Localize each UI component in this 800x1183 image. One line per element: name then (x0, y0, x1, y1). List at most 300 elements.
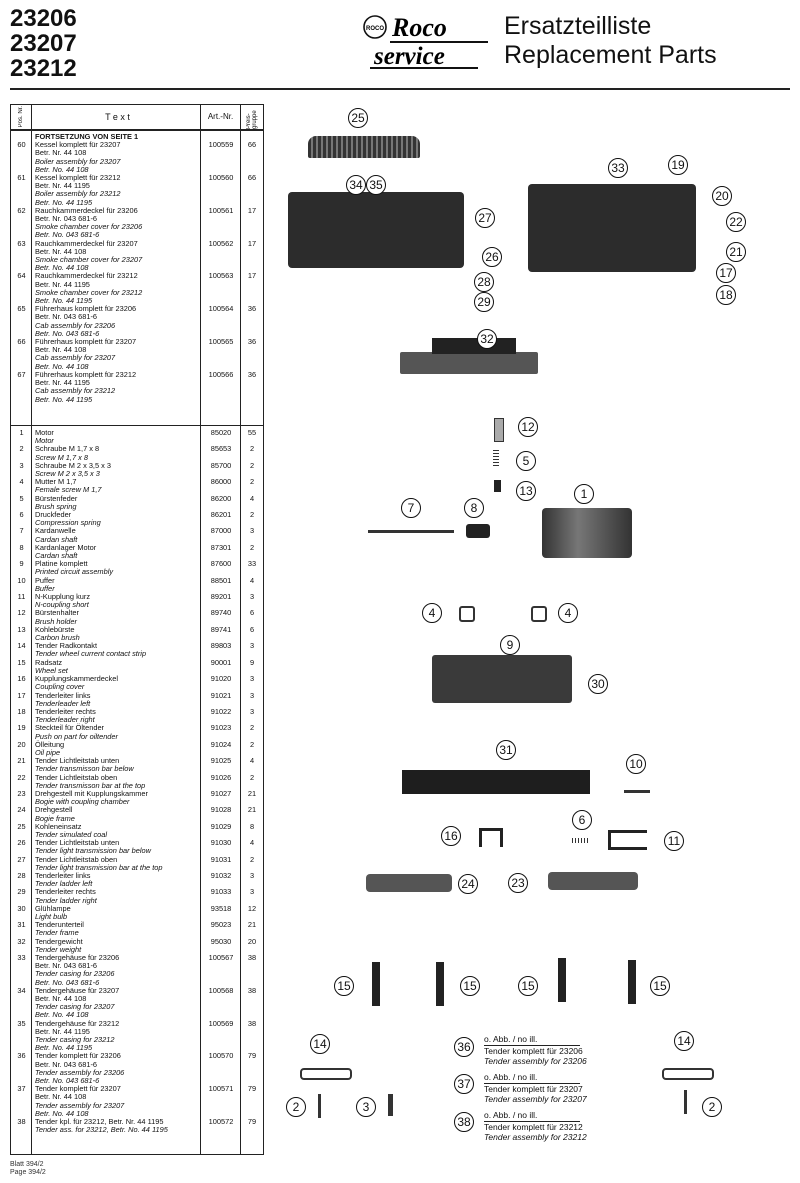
model-number: 23207 (10, 30, 77, 57)
part-position: 20 (17, 739, 26, 749)
part-description-en: Cab assembly for 23212 (35, 386, 116, 396)
part-description-de: Betr. Nr. 043 681-6 (35, 1059, 98, 1069)
part-screw (388, 1094, 393, 1116)
callout-14: 14 (674, 1031, 694, 1051)
price-group: 21 (247, 805, 257, 815)
part-description-de: Radsatz (35, 657, 63, 667)
article-number: 100559 (208, 140, 234, 150)
part-tender-casing-left (288, 192, 464, 268)
part-description-de: Betr. Nr. 44 108 (35, 345, 87, 355)
part-description-de: Kessel komplett für 23207 (35, 140, 121, 150)
part-description-de: Tender komplett für 23207 (35, 1084, 121, 1094)
part-position: 16 (17, 674, 26, 684)
callout-14: 14 (310, 1034, 330, 1054)
part-description-de: Tender Lichtleitstab unten (35, 756, 120, 766)
header-rule (10, 88, 790, 90)
part-description-de: Kardanwelle (35, 526, 76, 536)
article-number: 86000 (210, 477, 232, 487)
callout-31: 31 (496, 740, 516, 760)
part-description-de: Rauchkammerdeckel für 23212 (35, 271, 138, 281)
price-group: 4 (249, 575, 255, 585)
part-cardan-bearing (466, 524, 490, 538)
price-group: 38 (247, 953, 257, 962)
note-callout-36: 36 (454, 1037, 474, 1057)
part-position: 22 (17, 772, 26, 782)
table-row-line (11, 1126, 263, 1134)
part-description-en: Betr. No. 44 108 (35, 361, 89, 371)
part-wheel-contact (300, 1068, 352, 1080)
part-description-de: Betr. Nr. 44 1195 (35, 1026, 90, 1036)
callout-20: 20 (712, 186, 732, 206)
part-wheel-set (558, 958, 566, 1002)
price-group: 2 (249, 772, 255, 782)
callout-4: 4 (422, 603, 442, 623)
part-description-de: Betr. Nr. 043 681-6 (35, 214, 98, 224)
price-group: 3 (249, 592, 255, 602)
parts-table (10, 104, 264, 1155)
part-description-en: Betr. No. 44 108 (35, 164, 89, 174)
article-number: 100562 (208, 238, 234, 248)
article-number: 86201 (210, 510, 232, 520)
part-position: 25 (17, 821, 26, 831)
part-description-de: Tender Lichtleitstab oben (35, 772, 118, 782)
callout-32: 32 (477, 329, 497, 349)
part-bogie-coupling (548, 872, 638, 890)
part-description-en: Smoke chamber cover for 23212 (35, 287, 143, 297)
part-position: 2 (19, 444, 24, 454)
part-buffer (624, 790, 650, 793)
part-wheel-set (628, 960, 636, 1004)
price-group: 79 (247, 1051, 257, 1061)
part-description-de: Ölleitung (35, 739, 65, 749)
price-group: 17 (247, 271, 257, 281)
article-number: 89803 (210, 641, 232, 651)
part-description-de: Motor (35, 428, 54, 437)
price-group: 3 (249, 690, 255, 700)
part-screw (318, 1094, 321, 1118)
article-number: 100569 (208, 1018, 234, 1028)
callout-33: 33 (608, 158, 628, 178)
part-description-en: Betr. No. 44 1195 (35, 394, 93, 404)
part-description-de: Kupplungskammerdeckel (35, 674, 118, 684)
part-coal-insert (308, 136, 420, 158)
part-motor (542, 508, 632, 558)
price-group: 38 (247, 985, 257, 995)
callout-1: 1 (574, 484, 594, 504)
part-position: 31 (17, 920, 26, 930)
col-art-header: Art.-Nr. (201, 105, 241, 129)
price-group: 2 (249, 723, 255, 733)
part-description-en: Cab assembly for 23206 (35, 320, 116, 330)
part-description-en: Cardan shaft (35, 534, 78, 544)
part-position: 19 (17, 723, 26, 733)
part-position: 26 (17, 838, 26, 848)
part-position: 7 (19, 526, 24, 536)
part-position: 9 (19, 559, 24, 569)
price-group: 3 (249, 887, 255, 897)
part-description-en: Carbon brush (35, 633, 80, 643)
part-description-en: Tender transmisson bar below (35, 764, 134, 774)
logo-bottom-text: service (374, 43, 445, 70)
price-group: 17 (247, 238, 257, 248)
part-position: 4 (19, 477, 24, 487)
part-nut (459, 606, 475, 622)
part-description-de: Betr. Nr. 44 1195 (35, 279, 90, 289)
part-description-de: Kohleneinsatz (35, 821, 82, 831)
part-coupling-cover (479, 828, 503, 847)
part-position: 60 (17, 140, 26, 150)
article-number: 91033 (210, 887, 232, 897)
article-number: 91029 (210, 821, 232, 831)
callout-34: 34 (346, 175, 366, 195)
part-description-en: Tender light transmission bar at the top (35, 862, 163, 872)
callout-30: 30 (588, 674, 608, 694)
callout-15: 15 (460, 976, 480, 996)
part-description-en: Tender wheel current contact strip (35, 649, 147, 659)
part-position: 15 (17, 657, 26, 667)
part-description-en: Oil pipe (35, 747, 61, 757)
part-description-de: Betr. Nr. 44 1195 (35, 181, 90, 191)
article-number: 91021 (210, 690, 232, 700)
part-tender-weight-top (432, 338, 516, 354)
part-description-de: Tenderleiter rechts (35, 706, 96, 716)
article-number: 91025 (210, 756, 232, 766)
article-number: 87301 (210, 542, 232, 552)
part-description-de: Tendergehäuse für 23212 (35, 1018, 120, 1028)
price-group: 4 (249, 838, 255, 848)
article-number: 91026 (210, 772, 232, 782)
price-group: 3 (249, 526, 255, 536)
part-position: 12 (17, 608, 26, 618)
part-description-de: Mutter M 1,7 (35, 477, 77, 487)
title-german: Ersatzteilliste (504, 12, 652, 40)
part-description-de: Tenderleiter links (35, 690, 91, 700)
part-position: 37 (17, 1084, 26, 1094)
callout-22: 22 (726, 212, 746, 232)
price-group: 8 (249, 821, 255, 831)
callout-16: 16 (441, 826, 461, 846)
part-description-en: Bogie frame (35, 813, 75, 823)
price-group: 3 (249, 706, 255, 716)
part-description-de: Führerhaus komplett für 23207 (35, 337, 137, 347)
price-group: 66 (247, 140, 257, 150)
part-circuit-board (432, 655, 572, 703)
part-description-en: Betr. No. 043 681-6 (35, 328, 100, 338)
note-38: o. Abb. / no ill. Tender komplett für 23212 Tender assembly for 23212 (484, 1110, 587, 1142)
part-position: 1 (19, 428, 24, 437)
part-description-en: Tender assembly for 23207 (35, 1100, 125, 1110)
part-description-en: Motor (35, 436, 54, 446)
part-description-de: Schraube M 2 x 3,5 x 3 (35, 460, 111, 470)
logo-badge: ROCO (366, 26, 384, 32)
article-number: 100564 (208, 304, 234, 314)
part-description-en: Female screw M 1,7 (35, 485, 102, 495)
part-position: 5 (19, 493, 24, 503)
part-description-en: Tender casing for 23206 (35, 969, 115, 979)
article-number: 100563 (208, 271, 234, 281)
part-description-de: Puffer (35, 575, 55, 585)
part-bogie-frame (366, 874, 452, 892)
price-group: 36 (247, 304, 257, 314)
part-description-de: Drehgestell mit Kupplungskammer (35, 788, 148, 798)
model-numbers (10, 6, 77, 81)
part-position: 67 (17, 369, 26, 379)
article-number: 95023 (210, 920, 232, 930)
part-description-en: Tender ass. for 23212, Betr. No. 44 1195 (35, 1125, 168, 1135)
roco-service-logo (362, 12, 492, 70)
sheet-number: Blatt 394/2 (10, 1161, 44, 1168)
article-number: 91028 (210, 805, 232, 815)
model-number: 23206 (10, 5, 77, 32)
article-number: 100572 (208, 1117, 234, 1127)
part-description-en: Tenderleader right (35, 715, 95, 725)
callout-23: 23 (508, 873, 528, 893)
part-description-de: Rauchkammerdeckel für 23207 (35, 238, 138, 248)
part-brush-spring (493, 450, 499, 466)
part-description-de: Tenderunterteil (35, 920, 84, 930)
part-brush-holder (494, 418, 504, 442)
part-description-de: Kohlebürste (35, 624, 75, 634)
part-description-de: Betr. Nr. 44 108 (35, 994, 87, 1004)
part-description-de: Bürstenhalter (35, 608, 79, 618)
part-description-en: Tender casing for 23207 (35, 1002, 115, 1012)
part-position: 64 (17, 271, 26, 281)
price-group: 66 (247, 173, 257, 183)
price-group: 12 (247, 903, 257, 913)
part-position: 63 (17, 238, 26, 248)
part-description-en: Tender weight (35, 944, 82, 954)
part-description-de: Betr. Nr. 043 681-6 (35, 312, 98, 322)
part-description-de: Kardanlager Motor (35, 542, 97, 552)
article-number: 100570 (208, 1051, 234, 1061)
price-group: 36 (247, 369, 257, 379)
table-section-continuation (11, 131, 263, 426)
part-description-en: Betr. No. 043 681-6 (35, 977, 100, 987)
article-number: 85653 (210, 444, 232, 454)
article-number: 91020 (210, 674, 232, 684)
part-position: 11 (17, 592, 26, 602)
part-description-en: Betr. No. 44 108 (35, 1108, 89, 1118)
part-description-de: Tender Lichtleitstab unten (35, 838, 120, 848)
note-callout-37: 37 (454, 1074, 474, 1094)
part-wheel-set (436, 962, 444, 1006)
part-description-de: Betr. Nr. 44 108 (35, 148, 87, 158)
callout-10: 10 (626, 754, 646, 774)
part-description-en: Boiler assembly for 23207 (35, 156, 121, 166)
note-36: o. Abb. / no ill. Tender komplett für 23206 Tender assembly for 23206 (484, 1034, 587, 1066)
callout-12: 12 (518, 417, 538, 437)
title-english: Replacement Parts (504, 41, 717, 69)
part-position: 30 (17, 903, 26, 913)
part-description-en: Brush holder (35, 616, 77, 626)
article-number: 100568 (208, 985, 234, 995)
callout-26: 26 (482, 247, 502, 267)
part-description-de: Tenderleiter rechts (35, 887, 96, 897)
part-description-de: Tender Lichtleitstab oben (35, 854, 118, 864)
part-description-de: Rauchkammerdeckel für 23206 (35, 205, 138, 215)
article-number: 87600 (210, 559, 232, 569)
price-group: 36 (247, 337, 257, 347)
price-group: 9 (249, 657, 255, 667)
article-number: 91024 (210, 739, 232, 749)
part-description-de: Betr. Nr. 44 108 (35, 1092, 87, 1102)
part-position: 32 (17, 936, 26, 946)
price-group: 21 (247, 788, 257, 798)
price-group: 4 (249, 493, 255, 503)
part-position: 34 (17, 985, 26, 995)
part-description-en: Betr. No. 043 681-6 (35, 230, 100, 240)
part-description-en: Bogie with coupling chamber (35, 797, 130, 807)
callout-24: 24 (458, 874, 478, 894)
part-description-en: Coupling cover (35, 682, 85, 692)
article-number: 85700 (210, 460, 232, 470)
price-group: 6 (249, 608, 255, 618)
part-description-en: Screw M 2 x 3,5 x 3 (35, 469, 100, 479)
part-position: 35 (17, 1018, 26, 1028)
article-number: 100560 (208, 173, 234, 183)
price-group: 20 (247, 936, 257, 946)
article-number: 91023 (210, 723, 232, 733)
part-description-de: Tendergehäuse für 23207 (35, 985, 120, 995)
part-position: 62 (17, 205, 26, 215)
callout-11: 11 (664, 831, 684, 851)
callout-25: 25 (348, 108, 368, 128)
article-number: 91027 (210, 788, 232, 798)
callout-3: 3 (356, 1097, 376, 1117)
price-group: 79 (247, 1117, 257, 1127)
price-group: 2 (249, 542, 255, 552)
part-description-en: Betr. No. 44 1195 (35, 296, 93, 306)
price-group: 17 (247, 205, 257, 215)
article-number: 100561 (208, 205, 234, 215)
article-number: 86200 (210, 493, 232, 503)
part-description-en: Tender frame (35, 928, 79, 938)
part-description-de: Führerhaus komplett für 23206 (35, 304, 137, 314)
part-description-de: Tender komplett für 23206 (35, 1051, 121, 1061)
part-description-de: Tender kpl. für 23212, Betr. Nr. 44 1195 (35, 1117, 164, 1127)
part-description-en: Tender transmisson bar at the top (35, 780, 146, 790)
callout-15: 15 (650, 976, 670, 996)
callout-17: 17 (716, 263, 736, 283)
part-position: 3 (19, 460, 24, 470)
table-section-main (11, 426, 263, 1134)
col-pos-header: Pos. Nr. (18, 106, 24, 128)
part-position: 38 (17, 1117, 26, 1127)
callout-27: 27 (475, 208, 495, 228)
part-description-de: Betr. Nr. 44 108 (35, 246, 87, 256)
part-position: 14 (17, 641, 26, 651)
part-position: 10 (17, 575, 26, 585)
price-group: 2 (249, 854, 255, 864)
price-group: 2 (249, 739, 255, 749)
article-number: 91030 (210, 838, 232, 848)
part-description-de: Tendergewicht (35, 936, 83, 946)
callout-6: 6 (572, 810, 592, 830)
price-group: 79 (247, 1084, 257, 1094)
part-description-en: Wheel set (35, 665, 68, 675)
continuation-label: FORTSETZUNG VON SEITE 1 (35, 132, 139, 141)
part-position: 6 (19, 510, 24, 520)
part-position: 29 (17, 887, 26, 897)
part-description-en: Cardan shaft (35, 551, 78, 561)
part-description-de: Tenderleiter links (35, 870, 91, 880)
part-description-de: Platine komplett (35, 559, 88, 569)
part-description-de: Bürstenfeder (35, 493, 78, 503)
page-number: Page 394/2 (10, 1169, 46, 1176)
part-description-de: Steckteil für Öltender (35, 723, 105, 733)
part-wheel-set (372, 962, 380, 1006)
part-description-de: Druckfeder (35, 510, 72, 520)
part-description-en: N-coupling short (35, 600, 89, 610)
part-description-en: Tender ladder left (35, 879, 93, 889)
article-number: 88501 (210, 575, 232, 585)
article-number: 100571 (208, 1084, 234, 1094)
article-number: 91032 (210, 870, 232, 880)
price-group: 3 (249, 870, 255, 880)
part-nut (531, 606, 547, 622)
article-number: 100566 (208, 369, 234, 379)
callout-29: 29 (474, 292, 494, 312)
part-description-en: Boiler assembly for 23212 (35, 189, 121, 199)
article-number: 91031 (210, 854, 232, 864)
part-screw (684, 1090, 687, 1114)
price-group: 6 (249, 624, 255, 634)
col-text-header: T e x t (32, 105, 201, 129)
part-description-en: Cab assembly for 23207 (35, 353, 116, 363)
part-position: 24 (17, 805, 26, 815)
part-position: 17 (17, 690, 26, 700)
callout-28: 28 (474, 272, 494, 292)
part-carbon-brush (494, 480, 501, 492)
article-number: 87000 (210, 526, 232, 536)
part-position: 66 (17, 337, 26, 347)
part-tender-casing-right (528, 184, 696, 272)
part-position: 18 (17, 706, 26, 716)
part-position: 61 (17, 173, 26, 183)
part-position: 33 (17, 953, 26, 962)
callout-4: 4 (558, 603, 578, 623)
callout-15: 15 (334, 976, 354, 996)
article-number: 89201 (210, 592, 232, 602)
callout-2: 2 (702, 1097, 722, 1117)
part-description-en: Betr. No. 44 1195 (35, 1043, 93, 1053)
part-description-de: Betr. Nr. 44 1195 (35, 378, 90, 388)
part-position: 23 (17, 788, 26, 798)
table-header (11, 105, 263, 131)
price-group: 3 (249, 641, 255, 651)
part-position: 36 (17, 1051, 26, 1061)
part-position: 28 (17, 870, 26, 880)
article-number: 89740 (210, 608, 232, 618)
part-description-de: Tendergehäuse für 23206 (35, 953, 120, 962)
article-number: 93518 (210, 903, 232, 913)
price-group: 2 (249, 444, 255, 454)
callout-5: 5 (516, 451, 536, 471)
callout-35: 35 (366, 175, 386, 195)
part-description-en: Betr. No. 44 108 (35, 1010, 89, 1020)
part-description-en: Tender assembly for 23206 (35, 1067, 125, 1077)
part-tender-frame (402, 770, 590, 794)
part-position: 21 (17, 756, 26, 766)
article-number: 100567 (208, 953, 234, 962)
callout-8: 8 (464, 498, 484, 518)
part-description-en: Screw M 1,7 x 8 (35, 452, 88, 462)
note-37: o. Abb. / no ill. Tender komplett für 23207 Tender assembly for 23207 (484, 1072, 587, 1104)
part-description-de: Kessel komplett für 23212 (35, 173, 121, 183)
col-price-header: Preis-gruppe (246, 110, 258, 129)
callout-9: 9 (500, 635, 520, 655)
part-description-de: Betr. Nr. 043 681-6 (35, 961, 98, 971)
